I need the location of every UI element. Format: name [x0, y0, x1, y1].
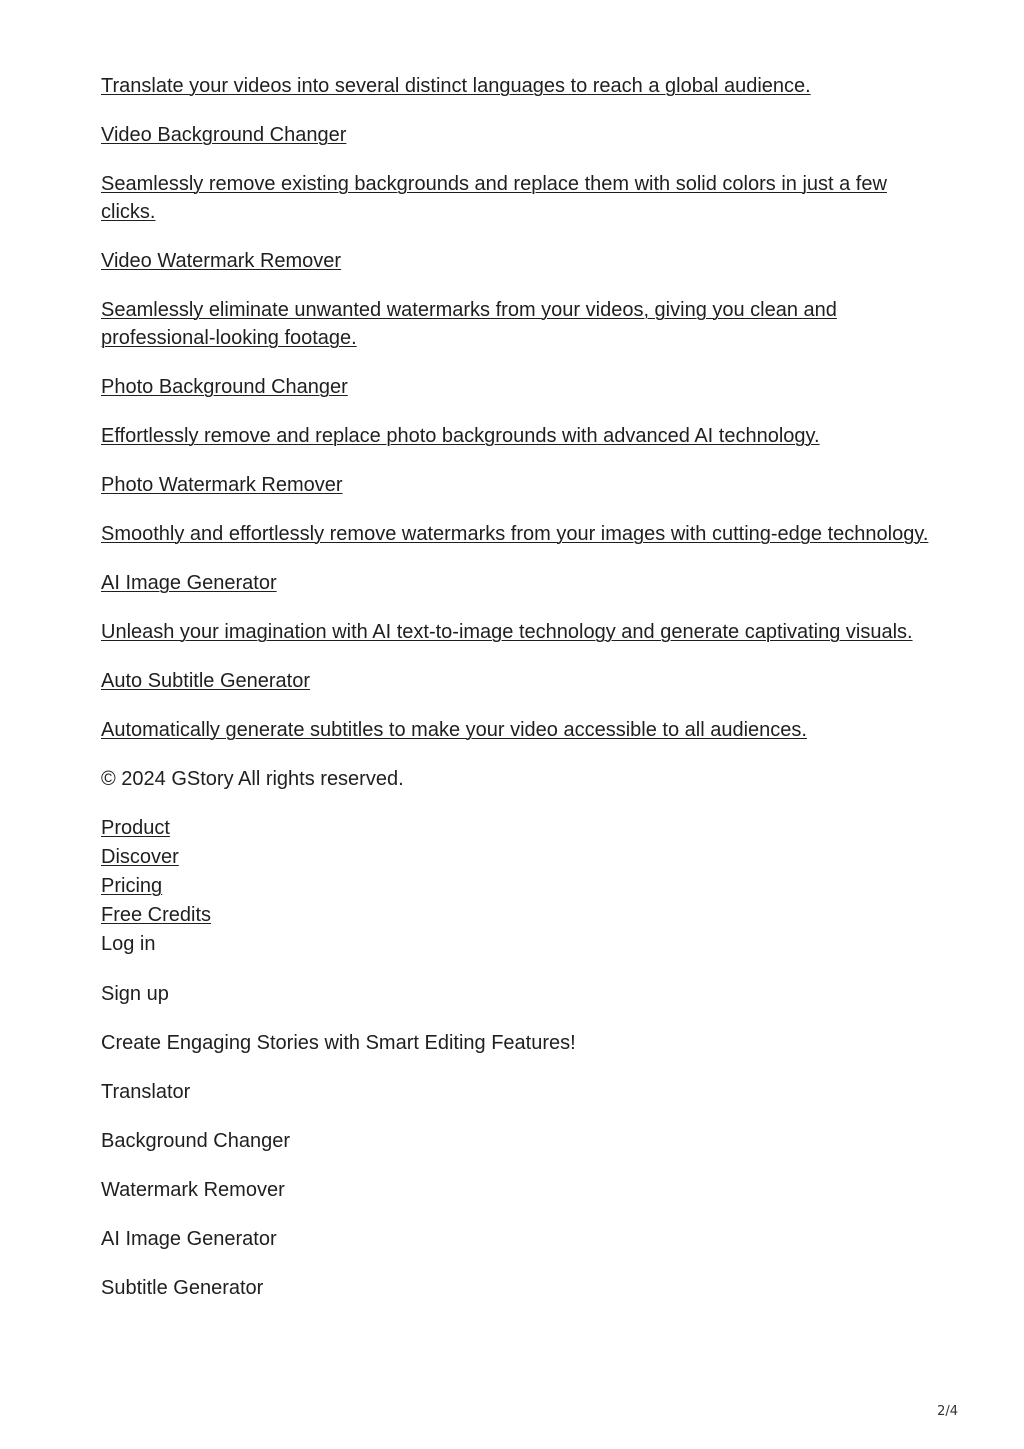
video-watermark-description-link[interactable]: Seamlessly eliminate unwanted watermarks from your videos, giving you clean and professional-looking footage. — [101, 299, 837, 349]
photo-background-changer-row — [101, 373, 931, 401]
video-watermark-description-row — [101, 296, 931, 352]
ai-image-generator-link[interactable]: AI Image Generator — [101, 572, 277, 594]
ai-image-generator-row — [101, 569, 931, 597]
video-background-description-row — [101, 170, 931, 226]
feature-ai-image-generator: AI Image Generator — [101, 1228, 277, 1250]
video-background-changer-link[interactable]: Video Background Changer — [101, 124, 347, 146]
auto-subtitle-description-link[interactable]: Automatically generate subtitles to make your video accessible to all audiences. — [101, 719, 807, 741]
page-number: 2/4 — [937, 1404, 958, 1419]
video-watermark-remover-row — [101, 247, 931, 275]
photo-background-description-link[interactable]: Effortlessly remove and replace photo backgrounds with advanced AI technology. — [101, 425, 820, 447]
nav-discover-link[interactable]: Discover — [101, 846, 179, 868]
nav-pricing-link[interactable]: Pricing — [101, 875, 163, 897]
translate-description-row — [101, 72, 931, 100]
feature-subtitle-generator: Subtitle Generator — [101, 1277, 264, 1299]
tagline-text: Create Engaging Stories with Smart Editing Features! — [101, 1032, 576, 1054]
auto-subtitle-generator-row — [101, 667, 931, 695]
photo-background-description-row — [101, 422, 931, 450]
feature-translator: Translator — [101, 1081, 191, 1103]
feature-watermark-remover: Watermark Remover — [101, 1179, 285, 1201]
nav-product-link[interactable]: Product — [101, 817, 170, 839]
nav-log-in-text: Log in — [101, 933, 156, 955]
photo-watermark-remover-row — [101, 471, 931, 499]
translate-description-link[interactable]: Translate your videos into several distinct languages to reach a global audience. — [101, 75, 811, 97]
document-page — [101, 72, 931, 1323]
photo-background-changer-link[interactable]: Photo Background Changer — [101, 376, 348, 398]
photo-watermark-remover-link[interactable]: Photo Watermark Remover — [101, 474, 343, 496]
ai-image-description-row — [101, 618, 931, 646]
footer-nav — [101, 814, 931, 959]
sign-up-text: Sign up — [101, 983, 169, 1005]
auto-subtitle-generator-link[interactable]: Auto Subtitle Generator — [101, 670, 311, 692]
nav-free-credits-link[interactable]: Free Credits — [101, 904, 212, 926]
auto-subtitle-description-row — [101, 716, 931, 744]
copyright-text: © 2024 GStory All rights reserved. — [101, 768, 404, 790]
video-background-changer-row — [101, 121, 931, 149]
photo-watermark-description-row — [101, 520, 931, 548]
feature-background-changer: Background Changer — [101, 1130, 291, 1152]
video-watermark-remover-link[interactable]: Video Watermark Remover — [101, 250, 342, 272]
ai-image-description-link[interactable]: Unleash your imagination with AI text-to-image technology and generate captivating visuals. — [101, 621, 913, 643]
photo-watermark-description-link[interactable]: Smoothly and effortlessly remove watermarks from your images with cutting-edge technology. — [101, 523, 929, 545]
video-background-description-link[interactable]: Seamlessly remove existing backgrounds and replace them with solid colors in just a few clicks. — [101, 173, 887, 223]
